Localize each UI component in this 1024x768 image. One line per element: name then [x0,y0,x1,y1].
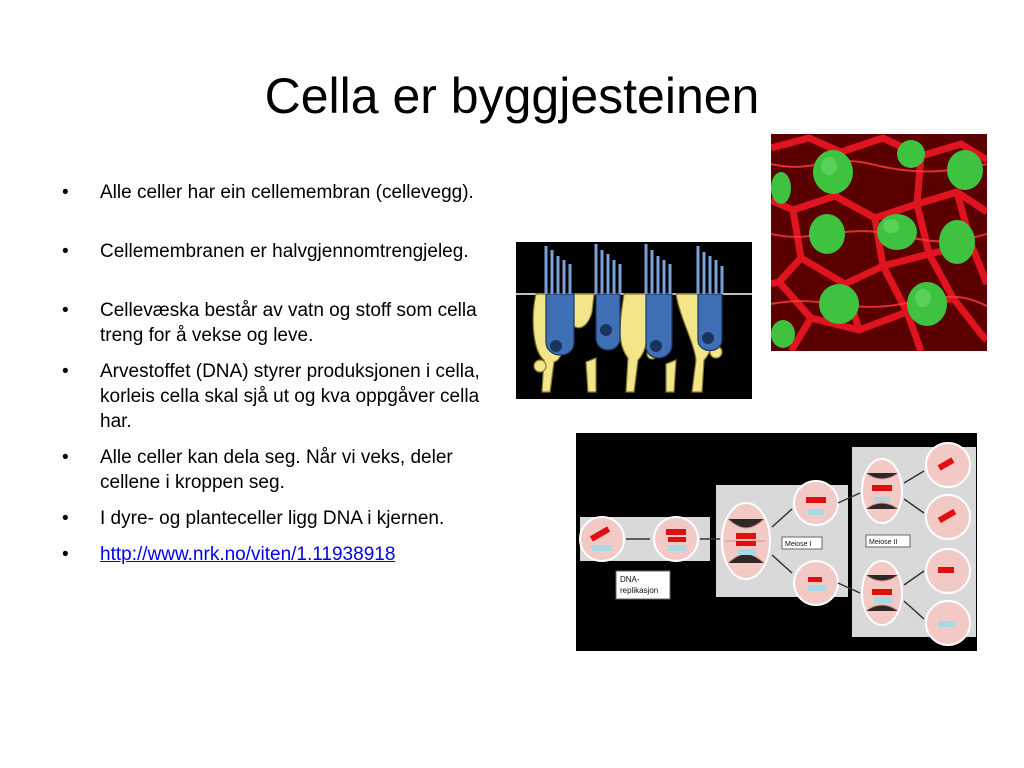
dna-replication-label: DNA- [620,575,640,584]
bullet-text: Cellemembranen er halvgjennomtrengjeleg. [100,241,469,262]
bullet-item [58,180,498,205]
bullet-item [58,506,498,531]
bullet-item [58,239,498,264]
bullet-dot: • [62,182,69,203]
hair-cell-image [516,242,752,399]
bullet-dot: • [62,447,69,468]
nrk-link[interactable]: http://www.nrk.no/viten/1.11938918 [100,544,396,565]
bullet-item-link [58,542,498,567]
cell-micrograph-image [771,134,987,351]
meiosis-diagram-image [576,433,977,651]
bullet-item [58,298,498,348]
bullet-dot: • [62,361,69,382]
bullet-text: Cellevæska består av vatn og stoff som cella treng for å vekse og leve. [100,300,477,346]
bullet-text: I dyre- og planteceller ligg DNA i kjernen. [100,508,445,529]
meiosis-1-label: Meiose I [785,541,812,548]
bullet-dot: • [62,508,69,529]
slide-title: Cella er byggjesteinen [264,68,760,124]
bullet-dot: • [62,241,69,262]
bullet-item [58,445,498,495]
bullet-text: Alle celler har ein cellemembran (cellevegg). [100,182,474,203]
bullet-dot: • [62,300,69,321]
bullet-item [58,359,498,434]
bullet-text: Alle celler kan dela seg. Når vi veks, deler cellene i kroppen seg. [100,447,453,493]
bullet-list [58,180,498,578]
dna-replication-label-2: replikasjon [620,586,659,595]
bullet-dot: • [62,544,69,565]
meiosis-2-label: Meiose II [869,539,898,546]
bullet-text: Arvestoffet (DNA) styrer produksjonen i cella, korleis cella skal sjå ut og kva oppgåver cella har. [100,361,480,432]
